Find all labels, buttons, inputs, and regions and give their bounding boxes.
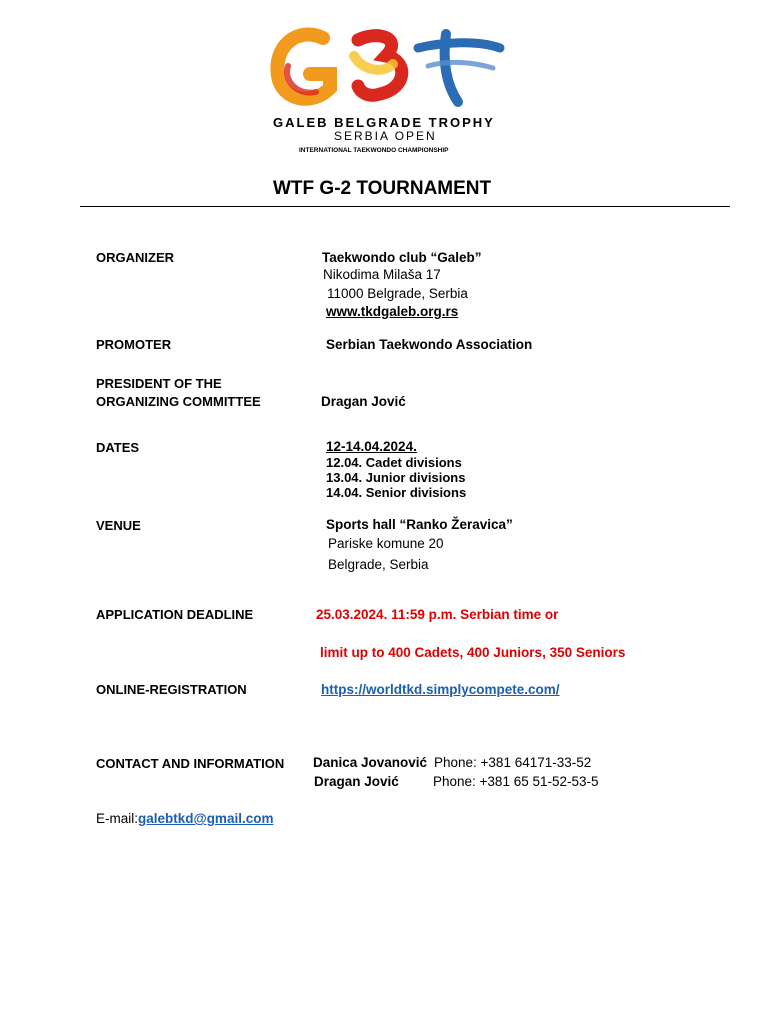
email-link[interactable]: galebtkd@gmail.com xyxy=(138,811,274,826)
title-divider xyxy=(80,206,730,207)
brand-line-3: INTERNATIONAL TAEKWONDO CHAMPIONSHIP xyxy=(299,147,449,154)
brand-line-1: GALEB BELGRADE TROPHY xyxy=(273,115,495,130)
organizer-website-link[interactable]: www.tkdgaleb.org.rs xyxy=(326,304,459,319)
dates-range: 12-14.04.2024. xyxy=(326,439,417,454)
dates-day-1: 12.04. Cadet divisions xyxy=(326,455,462,470)
dates-day-2: 13.04. Junior divisions xyxy=(326,470,466,485)
organizer-label: ORGANIZER xyxy=(96,250,174,265)
president-value: Dragan Jović xyxy=(321,394,406,409)
organizer-name: Taekwondo club “Galeb” xyxy=(322,250,482,265)
venue-name: Sports hall “Ranko Žeravica” xyxy=(326,517,513,532)
president-label-line-1: PRESIDENT OF THE xyxy=(96,376,222,391)
brand-line-2: SERBIA OPEN xyxy=(334,129,437,143)
venue-city: Belgrade, Serbia xyxy=(328,557,429,572)
registration-label: ONLINE-REGISTRATION xyxy=(96,682,247,697)
organizer-city: 11000 Belgrade, Serbia xyxy=(327,286,468,301)
contact-phone-2: Phone: +381 65 51-52-53-5 xyxy=(433,774,599,789)
registration-link[interactable]: https://worldtkd.simplycompete.com/ xyxy=(321,682,560,697)
venue-label: VENUE xyxy=(96,518,141,533)
promoter-value: Serbian Taekwondo Association xyxy=(326,337,533,352)
galeb-trophy-logo xyxy=(268,26,508,116)
deadline-line-2: limit up to 400 Cadets, 400 Juniors, 350 Seniors xyxy=(320,645,626,660)
dates-label: DATES xyxy=(96,440,140,455)
president-label-line-2: ORGANIZING COMMITTEE xyxy=(96,394,261,409)
page-title: WTF G-2 TOURNAMENT xyxy=(273,178,492,199)
email-label: E-mail: xyxy=(96,811,139,826)
venue-street: Pariske komune 20 xyxy=(328,536,444,551)
contact-label: CONTACT AND INFORMATION xyxy=(96,756,285,771)
contact-person-2: Dragan Jović xyxy=(314,774,399,789)
promoter-label: PROMOTER xyxy=(96,337,172,352)
contact-phone-1: Phone: +381 64171-33-52 xyxy=(434,755,592,770)
dates-day-3: 14.04. Senior divisions xyxy=(326,485,467,500)
deadline-line-1: 25.03.2024. 11:59 p.m. Serbian time or xyxy=(316,607,559,622)
deadline-label: APPLICATION DEADLINE xyxy=(96,607,254,622)
organizer-street: Nikodima Milaša 17 xyxy=(323,267,441,282)
contact-person-1: Danica Jovanović xyxy=(313,755,428,770)
email-row xyxy=(96,811,273,826)
